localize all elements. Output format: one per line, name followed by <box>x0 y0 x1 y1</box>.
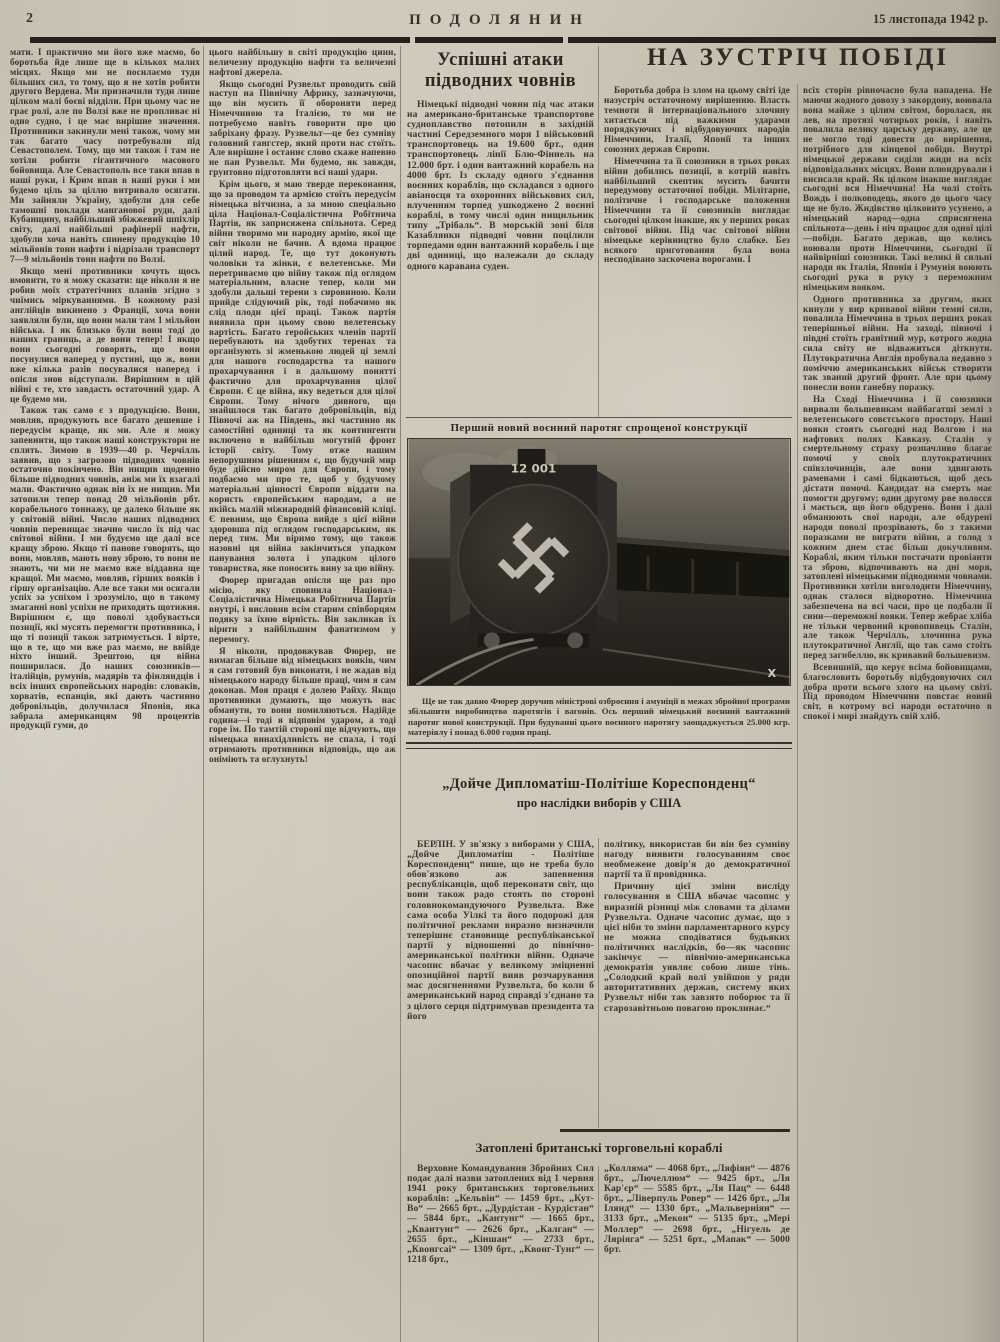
masthead-rule <box>30 37 996 43</box>
paragraph: БЕРЛІН. У зв'язку з виборами у США, „Дойче Дипломатіш - Політіше Кореспонденц“ пише, що не треба було обов'язково аж запевнення республіканців, щоб переконати світ, що вони також радо стоять по стороні головнокомандуючого Рузвельта. Вже сама особа Уілкі та його подорожі для політичної реклами виразно визначили теперішнє становище республіканської партії у відношенні до північно-американської політики війни. Одначе часопис вбачає у великому зміцненні опозиційної партії вияв розчарування мас досягненнями Рузвельта, бо коли б американський народ справді з'єднано та з цілого серця підтримував президента та його <box>407 840 594 1022</box>
paragraph: Причину цієї зміни висліду голосування в США вбачає часопис у виразній різниці між словами та ділами Рузвельта. Одначе часопис думає, що з цієї ніби то зміни парламентарного курсу не можна сподіватися будьяких політичних наслідків, бо—як часопис закінчує — північно-американська демократія уявляє собою лише тінь. „Солодкий край волі увійшов у ряди авторитативних держав, систему яких Рузвельт ніби так завзято поборює та її старозавітньою повагою проклинає.“ <box>604 881 790 1014</box>
section-divider <box>560 1129 790 1132</box>
doyche-article-headline <box>406 776 792 811</box>
doyche-article-left-column <box>407 840 594 1127</box>
paragraph: Боротьба добра із злом на цьому світі іде назустріч остаточному вирішенню. Власть темноти й інтернаціонального злочину хитається під важкими ударами порядкуючих і відбудовуючих народів Німеччини, Італії, Японії та інших союзних держав Європи. <box>604 86 790 155</box>
column-separator <box>598 838 599 1128</box>
ships-article-left-column <box>407 1164 594 1340</box>
paragraph: На Сході Німеччина і її союзники вирвали большевикам найбагатші землі з велетенського совєтського простору. Наші вояки стоять сьогодні над Волгою і на нафтових полях Кавказу. Сталін у смертельному страху розпачливо благає помочі у своїх плутократичних співзлочинців, але вони здвигають раменами і самі бідкаються, щоб десь дістати помочі. Кандидат на смерть має помогти другому; один другому рве волосся і мається, що його обдурено. Вони і далі обманюють свої народи, але обдурені народи поволі прозрівають, бо з такими поразками не виграти війни, а голод з кожним днем стає більш докучливим. Кораблі, яким тільки постачати провіанти та зброю, відпочивають на дні моря, затоплені німецькими підводними човнами. Противники хотіли виголодити Німеччину, однак сталося відворотно. Німеччина забезпечена на всі часи, про це подбали її сини—переможні вояки. Тепер жебрає хліба не тільки червоний кровопивець Сталін, але також Черчілль, злочинна рука плутократичної Англії, що так само стоїть перед загибеллю, як кривавий большевизм. <box>803 394 992 661</box>
speech-column-2 <box>209 48 396 1340</box>
buffer <box>567 632 583 648</box>
victory-article-headline: НА ЗУСТРІЧ ПОБІДІ <box>646 44 950 71</box>
column-separator <box>598 1166 599 1342</box>
headline-line: „Дойче Дипломатіш-Політіше Кореспонденц“ <box>442 776 756 792</box>
locomotive-photo-box <box>406 417 792 749</box>
doyche-article-right-column <box>604 840 790 1127</box>
victory-article-column-5 <box>803 86 992 1336</box>
paragraph: Фюрер пригадав опісля ще раз про місію, яку сповнила Націонал-Соціалістична Німецька Робітнича Партія внутрі, і висловив всім старим співборцям подяку за їхню вірність. Він закликав їх вірити з найбільшим фанатизмом у перемогу. <box>209 574 396 644</box>
speech-column-1 <box>10 48 200 1340</box>
paragraph: Якщо сьогодні Рузвельт проводить свій наступ на Північну Африку, зазначуючи, що він мусить її обороняти перед Німеччиною та Італією, то ми не потребуємо навіть говорити про цю забріхану фразу. Рузвельт—це без сумніву головний гангстер, який проти нас стоїть. Але вирішне і останнє слово скаже напевно не пан Рузвельт. Ми будемо, як завжди, грунтовно підготовляти всі наші удари. <box>209 78 396 178</box>
loco-number-plate: 12 001 <box>510 461 557 476</box>
headline-line: про наслідки виборів у США <box>516 796 682 810</box>
ships-article-right-column <box>604 1164 790 1340</box>
photo-corner-mark: X <box>767 667 777 681</box>
double-rule <box>406 742 792 749</box>
paragraph: „Колляма“ — 4068 брт., „Ляфіян“ — 4876 брт., „Лючеллюм“ — 9425 брт., „Ля Кар'єр“ — 5585 брт., „Ля Пац“ — 6448 брт., „Ліверпуль Ровер“ — 1426 брт., „Ля Ілянд“ — 1330 брт., „Мальверніян“ — 3133 брт., „Мекон“ — 5135 брт., „Мері Моллер“ — 2698 брт., „Нігуель де Ляріяга“ — 5251 брт., „Мапак“ — 5000 брт. <box>604 1164 790 1255</box>
paragraph: Я ніколи, продовжував Фюрер, не вимагав більше від німецьких вояків, чим я сам готовий був виконати, і не жадав від німецького народу більше праці, чим я сам доконав. Моя праця є долею Райху. Якщо противники думають, що можуть нас обманути, то вони помиляються. Надійде година—і тоді я відповім ударом, а тоді горе їм. По тамтій стороні ще відчують, що німецька винахідливість не спала, і тоді отримають противники відповідь, що аж оніміють та оглухнуть! <box>209 645 396 764</box>
paragraph: всіх сторін рівночасно була нападена. Не маючи жодного довозу з закордону, воювала вона майже з цілим світом, боролася, як лев, на протязі чотирьох років, і навіть повалила велику царську державу, але це не могло тоді довести до вирішення, потрібного для кінцевої побіди. Внутрі німецької держави сиділи жиди на всіх відповідальних місцях. Вони плюндрували і висисали край. Як цілком інакше виглядає сьогодні вся Німеччина! На чолі стоїть Вождь і полководець, якого до цього часу ще не було. Жидівство цілковито усунено, а німецький народ—одна сприсягнена спільнота—день і ніч працює для одної цілі—побіди. Багато держав, що колись воювали проти Німеччини, сьогодні її найвірніші союзники. Такі великі й сильні народи як Італія, Японія і Румунія воюють сьогодні рука в руку з переможним німецьким вояком. <box>803 86 992 292</box>
headline-line: підводних човнів <box>424 71 577 91</box>
victory-article-column-4 <box>604 86 790 416</box>
column-separator <box>203 46 204 1342</box>
caption-text: Ще не так давно Фюрер доручив міністрові озброєння і амуніції в межах збройної програми збільшити виробництво паротягів і вагонів. Ось перший німецький воєнний вантажний паротяг нової конструкції. При будуванні цього воєнного паротягу заощаджується 25.000 кгр. матеріялу і понад 6.000 годин праці. <box>408 696 790 738</box>
issue-date: 15 листопада 1942 р. <box>873 12 988 26</box>
paragraph: Німецькі підводні човни під час атаки на американо-британське транспортове судноплавство потопили в західній частині Середземного моря 1 військовий транспортовець на 19.600 брт., один транспортовець лінії Блю-Фіннель на 12.000 брт. і один вантажний корабель на 4000 брт. Із складу одного з'єднання воєнних кораблів, що складався з одного авіаносця та охоронних військових сил, влученням торпед ушкоджено 2 воєнні кораблі, в тому числі один нищильник типу „Трібаль“. В морській зоні біля Казаблянки підводні човни поцілили торпедами один вантажний корабель і ще дві одиниці, що належали до складу одного каравана суден. <box>407 100 594 272</box>
locomotive-photo <box>407 438 791 686</box>
page-number: 2 <box>26 11 33 26</box>
column-separator <box>598 46 599 417</box>
ships-article-headline: Затоплені британські торговельні кораблі <box>475 1140 723 1155</box>
newspaper-title: ПОДОЛЯНИН <box>409 12 591 28</box>
paragraph: Крім цього, я маю тверде переконання, що за проводом та армією стоїть передусім німецька вітчизна, а за мною спеціально ціла Націонал-Соціалістична Робітнича Партія, як заприсяжена спільнота. Серед війни творимо ми народну армію, якої ще світ ніколи не бачив. А вдома працює цілий народ. Те, що тут доконують чоловіки та жінки, є велетенське. Ми перетриваємо цю війну також під оглядом матеріальним, власне тепер, коли ми здобули дальші терени з сировиною. Коли прийде слідуючий рік, тоді побачимо як слід плоди цієї праці. Також партія виявила при цьому свою велетенську вартість. Багато геройських членів партії перебувають на здобутих теренах та організують зі жменькою людей ці землі для нашого господарства та нашого прохарчування і в дальшому понятті фактично для прохарчування цілої Європи. Є це війна, яку ведеться для цілої Європи. Тому нічого дивного, що знайшлося так багато добровільців, від Півночі аж на Південь, які частинно як самостійні одиниці та як контингенти включено в найбільш могутній фронт історії світу. Тому отже нашим непорушним рішенням є, що будучий мир буде дійсно миром для Європи, і тому подбаємо ми про те, щоб у будучому матеріальні цінності Європи віддати на користь європейським народам, а не якійсь малій міжнародній фінансовій кліці. Є певним, що Європа вийде з цієї війни здоровша під оглядом господарським, як перед тим. Ми віримо тому, що також назовні ця війна закінчиться упадком панування золота і упадком цілого товариства, яке поносить вину за цю війну. <box>209 178 396 573</box>
paragraph: політику, використав би він без сумніву нагоду виявити голосуванням своє необмежене довір'я до демократичної партії та її провідника. <box>604 840 790 881</box>
paragraph: Також так само є з продукцією. Вони, мовляв, продукують все багато дешевше і передусім краще, як ми. Але я можу запевнити, що також наші конструктори не сплять. Зимою в 1939—40 р. Черчілль заявив, що з загрозою підводних човнів остаточно покінчено. Він нищив щоденно більше підводних човнів, аніж ми їх взагалі мали. Фактично однак він їх не нищив. Ми затопили тепер понад 20 мільйонів рбт. корабельного тоннажу, це далеко більше як у світовій війні. Число наших підводних човнів перевищає значно число їх під час світової війни. І ми будуємо ще далі все кращу зброю. Якщо ті панове говорять, що вони, мовляв, мають нову зброю, то вони не знають, чи ми не маємо вже віддавна ще кращої. Ми маємо, мовляв, гірших вояків і гіршу організацію. Але все таки ми осягали успіх за успіхом і зрозуміло, що в такому змаганні нові успіхи не приходять щотижня. Вирішним є, що поволі здобувається позиції, які мусять перемогти противника, і що ті позиції також затримується. І вірте, що в те, що ми вже раз маємо, не ввійде ніхто інший. Зрештою, ця війна поширилася. До наших союзників—італійців, румунів, мадярів та фінляндців і всіх інших європейських народів: словаків, хорватів, еспанців, які дають частинно добровільців, долучилася Японія, яка забрала американцям 98 процентів продукції гуми, до <box>10 405 200 731</box>
paragraph: мати. І практично ми його вже маємо, бо боротьба йде лише ще в кількох малих місцях. Якщо ми не посилаємо туди більших сил, то тому, що я не хотів робити другого Вердена. Ми призначили туди лише цілком малі боєві відділи. При цьому час не грає ролі, але по Волзі вже не пропливає ні одно судно, і це має вирішне значення. Противники закинули мені також, чому ми так багато часу потребували під Севастополем. Тому, що ми також і там не хотіли робити гігантичного масового бойовища. Але Севастополь все таки впав в наші руки, і Крим впав в наші руки і ми будемо ціль за ціллю витривало осягати. Ми зайняли Україну, здобули для себе тамошні поклади манганової руди, далі Кубанщину, найбільший збіжжевий шпіхлір світу, далі найбільші рафінерії нафти, здобули хоча навіть спинену продукцію 10 мільйонів тонн нафти і відрізали транспорт 7—9 мільйонів тонн нафти по Волзі. <box>10 48 200 264</box>
paragraph: Німеччина та її союзники в трьох роках війни добились позиції, в котрій навіть найбільший скептик мусить бачити передумову остаточної побіди. Мілітарне, політичне і господарське положення Німеччини та її союзників виглядає сьогодні цілком інакше, як у перших роках світової війни. Під час світової війни німецьке керівництво було слабке. Без всякого приготовання була вона несподівано заскочена ворогами. І <box>604 155 790 265</box>
paragraph: цього найбільшу в світі продукцію цини, величезну продукцію нафти та величезні нафтові джерела. <box>209 48 396 77</box>
paragraph: Якщо мені противники хочуть щось вмовити, то я можу сказати: ще ніколи я не робив моїх стратегічних планів згідно з чиїмись міркуваннями. В кожному разі англійців викинено з Франції, хоча вони заявляли були, що вони мали там 1 мільйон війська. І як близько були вони тоді до наших границь, а де вони тепер! І якщо вони сьогодні говорять, що вони посунулися наперед у пустині, що ж, вони вже кілька разів посувалися наперед і опісля знов відступали. Вирішним в цій війні є те, хто завдасть остаточний удар. А це будемо ми. <box>10 265 200 404</box>
paragraph: Всевишній, що керує всіма бойовищами, благословить боротьбу відбудовуючих сил добра проти всього злого на цьому світі. Під проводом Німеччини повстає новий світ, в котрому всі народи остаточно в спокої і мирі знайдуть свій хліб. <box>803 661 992 722</box>
headline-line: Успішні атаки <box>437 50 564 70</box>
uboat-article-headline <box>407 50 594 92</box>
column-separator <box>400 46 401 1342</box>
photo-title: Перший новий воєнний паротяг спрощеної конструкції <box>450 422 748 434</box>
paragraph: Одного противника за другим, яких кинули у вир кривавої війни темні сили, повалила Німеччина в трьох перших роках теперішньої війни. На заході, півночі і півдні стоїть гранітний мур, котрого жодна сила світу не відважиться діткнути. Плутократична Англія пробувала недавно з поміччю американських військ створити так званий другий фронт. Але при цьому понесли вони ганебну поразку. <box>803 293 992 393</box>
uboat-article-body <box>407 100 594 418</box>
photo-caption <box>406 696 792 738</box>
column-separator <box>797 84 798 1342</box>
paragraph: Верховне Командування Збройних Сил подає далі назви затоплених від 1 червня 1941 року британських торговельних кораблів: „Кельвін“ — 1459 брт., „Кут-Во“ — 2665 брт., „Дурдістан - Курдістан“ — 5844 брт., „Кантунг“ — 1665 брт., „Квантунг“ — 2626 брт., „Калган“ — 2655 брт., „Кіншан“ — 2733 брт., „Квонгсаї“ — 1309 брт., „Квонг-Тунг“ — 1218 брт., <box>407 1164 594 1265</box>
